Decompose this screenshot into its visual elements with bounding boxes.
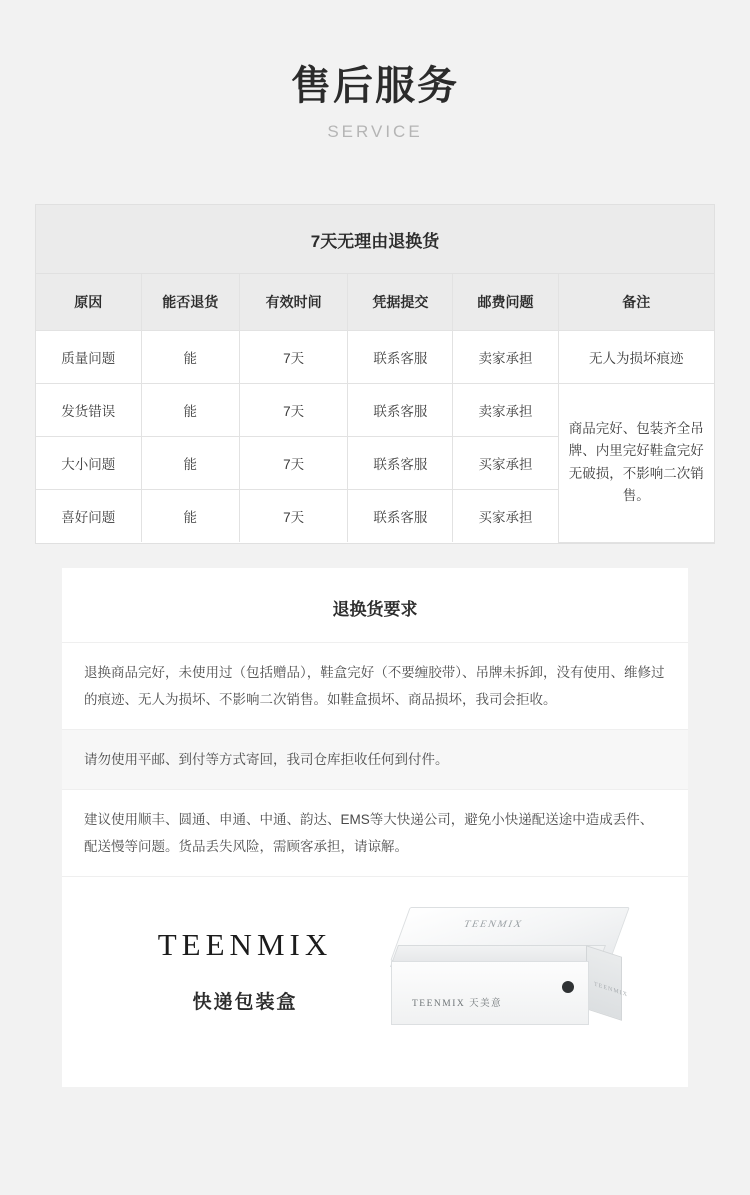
cell-returnable: 能 (141, 490, 239, 543)
cell-merged-note: 商品完好、包装齐全吊牌、内里完好鞋盒完好无破损，不影响二次销售。 (558, 384, 714, 543)
cell-shipping: 买家承担 (453, 437, 558, 490)
policy-table (36, 274, 714, 543)
cell-note: 无人为损坏痕迹 (558, 331, 714, 384)
shoe-box-image (386, 899, 636, 1069)
cell-reason: 大小问题 (36, 437, 141, 490)
box-side (586, 945, 622, 1021)
box-body-text: TEENMIX 天美意 (412, 998, 503, 1009)
cell-proof: 联系客服 (348, 437, 453, 490)
requirements-title: 退换货要求 (332, 599, 418, 619)
cell-returnable: 能 (141, 384, 239, 437)
table-row (36, 331, 714, 384)
requirement-item: 建议使用顺丰、圆通、申通、中通、韵达、EMS等大快递公司，避免小快递配送途中造成丢件、配送慢等问题。货品丢失风险，需顾客承担，请谅解。 (62, 789, 688, 876)
box-lid-text: TEENMIX (461, 918, 526, 930)
table-caption: 7天无理由退换货 (36, 205, 714, 274)
cell-proof: 联系客服 (348, 490, 453, 543)
column-header-shipping: 邮费问题 (453, 274, 558, 331)
column-header-period: 有效时间 (239, 274, 347, 331)
cell-period: 7天 (239, 384, 347, 437)
page-title: 售后服务 (291, 64, 459, 108)
column-header-note: 备注 (558, 274, 714, 331)
refund-policy-table (35, 204, 715, 544)
requirement-item: 请勿使用平邮、到付等方式寄回，我司仓库拒收任何到付件。 (62, 729, 688, 789)
cell-period: 7天 (239, 490, 347, 543)
cell-period: 7天 (239, 437, 347, 490)
brand-caption: 快递包装盒 (192, 991, 298, 1013)
cell-returnable: 能 (141, 331, 239, 384)
column-header-returnable: 能否退货 (141, 274, 239, 331)
cell-shipping: 卖家承担 (453, 331, 558, 384)
cell-reason: 发货错误 (36, 384, 141, 437)
box-handle-hole (562, 981, 574, 993)
cell-reason: 喜好问题 (36, 490, 141, 543)
table-header-row (36, 274, 714, 331)
box-side-text: TEENMIX (594, 980, 628, 999)
brand-name: TEENMIX (157, 926, 333, 962)
brand-packaging-section (62, 876, 688, 1087)
brand-text-group (120, 927, 370, 1014)
return-requirements-card (62, 568, 688, 1087)
box-body (391, 961, 589, 1025)
column-header-reason: 原因 (36, 274, 141, 331)
column-header-proof: 凭据提交 (348, 274, 453, 331)
bottom-spacer (0, 1087, 750, 1173)
page-subtitle: SERVICE (327, 122, 423, 141)
cell-returnable: 能 (141, 437, 239, 490)
table-row (36, 384, 714, 437)
cell-period: 7天 (239, 331, 347, 384)
cell-shipping: 卖家承担 (453, 384, 558, 437)
requirement-item: 退换商品完好，未使用过（包括赠品），鞋盒完好（不要缠胶带）、吊牌未拆卸，没有使用、维修过的痕迹、无人为损坏、不影响二次销售。如鞋盒损坏、商品损坏，我司会拒收。 (62, 642, 688, 729)
page-header (0, 0, 750, 142)
cell-proof: 联系客服 (348, 331, 453, 384)
cell-reason: 质量问题 (36, 331, 141, 384)
cell-proof: 联系客服 (348, 384, 453, 437)
cell-shipping: 买家承担 (453, 490, 558, 543)
